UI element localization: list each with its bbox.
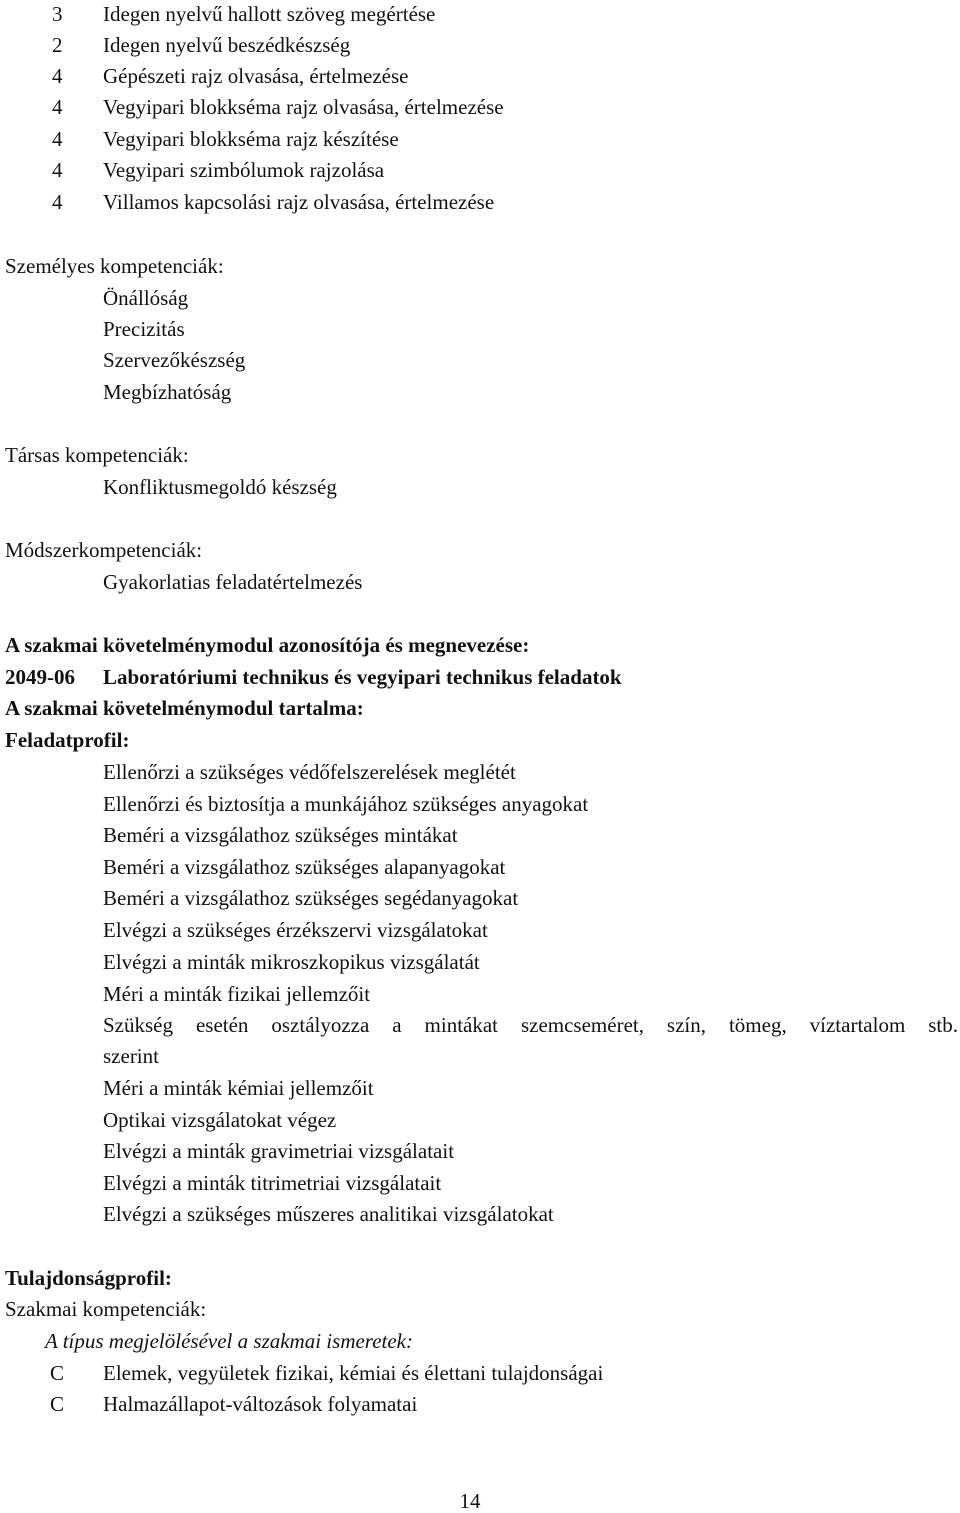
section-heading-method: Módszerkompetenciák: xyxy=(5,538,203,562)
list-item: Megbízhatóság xyxy=(103,380,232,404)
property-profile-heading: Tulajdonságprofil: xyxy=(5,1266,172,1290)
task-item-long-line1: Szükség esetén osztályozza a mintákat szemcseméret, szín, tömeg, víztartalom stb. xyxy=(103,1013,958,1037)
task-item: Elvégzi a minták gravimetriai vizsgálatait xyxy=(103,1139,455,1163)
task-item: Beméri a vizsgálathoz szükséges alapanyagokat xyxy=(103,855,506,879)
section-heading-personal: Személyes kompetenciák: xyxy=(5,254,224,278)
item-level: 4 xyxy=(52,158,63,182)
item-text: Vegyipari szimbólumok rajzolása xyxy=(103,158,385,182)
item-text: Halmazállapot-változások folyamatai xyxy=(103,1392,418,1416)
task-item-long-line2: szerint xyxy=(103,1044,159,1068)
item-level: 3 xyxy=(52,2,63,26)
item-level: 4 xyxy=(52,95,63,119)
task-item: Elvégzi a minták titrimetriai vizsgálatait xyxy=(103,1171,442,1195)
item-type: C xyxy=(50,1361,65,1385)
task-item: Beméri a vizsgálathoz szükséges segédanyagokat xyxy=(103,886,519,910)
item-text: Vegyipari blokkséma rajz készítése xyxy=(103,127,399,151)
item-text: Villamos kapcsolási rajz olvasása, értelmezése xyxy=(103,190,495,214)
task-item: Elvégzi a szükséges érzékszervi vizsgálatokat xyxy=(103,918,488,942)
module-name: Laboratóriumi technikus és vegyipari technikus feladatok xyxy=(103,665,622,689)
item-level: 4 xyxy=(52,190,63,214)
item-text: Elemek, vegyületek fizikai, kémiai és élettani tulajdonságai xyxy=(103,1361,604,1385)
page-number: 14 xyxy=(459,1489,481,1513)
module-code: 2049-06 xyxy=(5,665,75,689)
professional-competences-heading: Szakmai kompetenciák: xyxy=(5,1297,207,1321)
list-item: Gyakorlatias feladatértelmezés xyxy=(103,570,363,594)
task-item: Optikai vizsgálatokat végez xyxy=(103,1108,337,1132)
task-item: Elvégzi a szükséges műszeres analitikai vizsgálatokat xyxy=(103,1202,554,1226)
module-content-heading: A szakmai követelménymodul tartalma: xyxy=(5,696,364,720)
list-item: Konfliktusmegoldó készség xyxy=(103,475,337,499)
list-item: Precizitás xyxy=(103,317,185,341)
module-id-heading: A szakmai követelménymodul azonosítója és megnevezése: xyxy=(5,633,530,657)
item-text: Idegen nyelvű beszédkészség xyxy=(103,33,351,57)
task-item: Beméri a vizsgálathoz szükséges mintákat xyxy=(103,823,458,847)
list-item: Önállóság xyxy=(103,286,189,310)
task-item: Ellenőrzi a szükséges védőfelszerelések meglétét xyxy=(103,760,516,784)
item-text: Gépészeti rajz olvasása, értelmezése xyxy=(103,64,409,88)
item-level: 2 xyxy=(52,33,63,57)
type-note: A típus megjelölésével a szakmai ismeretek: xyxy=(45,1329,413,1353)
task-item: Elvégzi a minták mikroszkopikus vizsgálatát xyxy=(103,950,480,974)
item-level: 4 xyxy=(52,64,63,88)
task-item: Ellenőrzi és biztosítja a munkájához szükséges anyagokat xyxy=(103,792,589,816)
task-item: Méri a minták fizikai jellemzőit xyxy=(103,982,371,1006)
item-type: C xyxy=(50,1392,65,1416)
item-text: Idegen nyelvű hallott szöveg megértése xyxy=(103,2,436,26)
item-text: Vegyipari blokkséma rajz olvasása, értelmezése xyxy=(103,95,504,119)
list-item: Szervezőkészség xyxy=(103,348,246,372)
task-item: Méri a minták kémiai jellemzőit xyxy=(103,1076,374,1100)
task-profile-heading: Feladatprofil: xyxy=(5,728,130,752)
section-heading-social: Társas kompetenciák: xyxy=(5,443,189,467)
item-level: 4 xyxy=(52,127,63,151)
